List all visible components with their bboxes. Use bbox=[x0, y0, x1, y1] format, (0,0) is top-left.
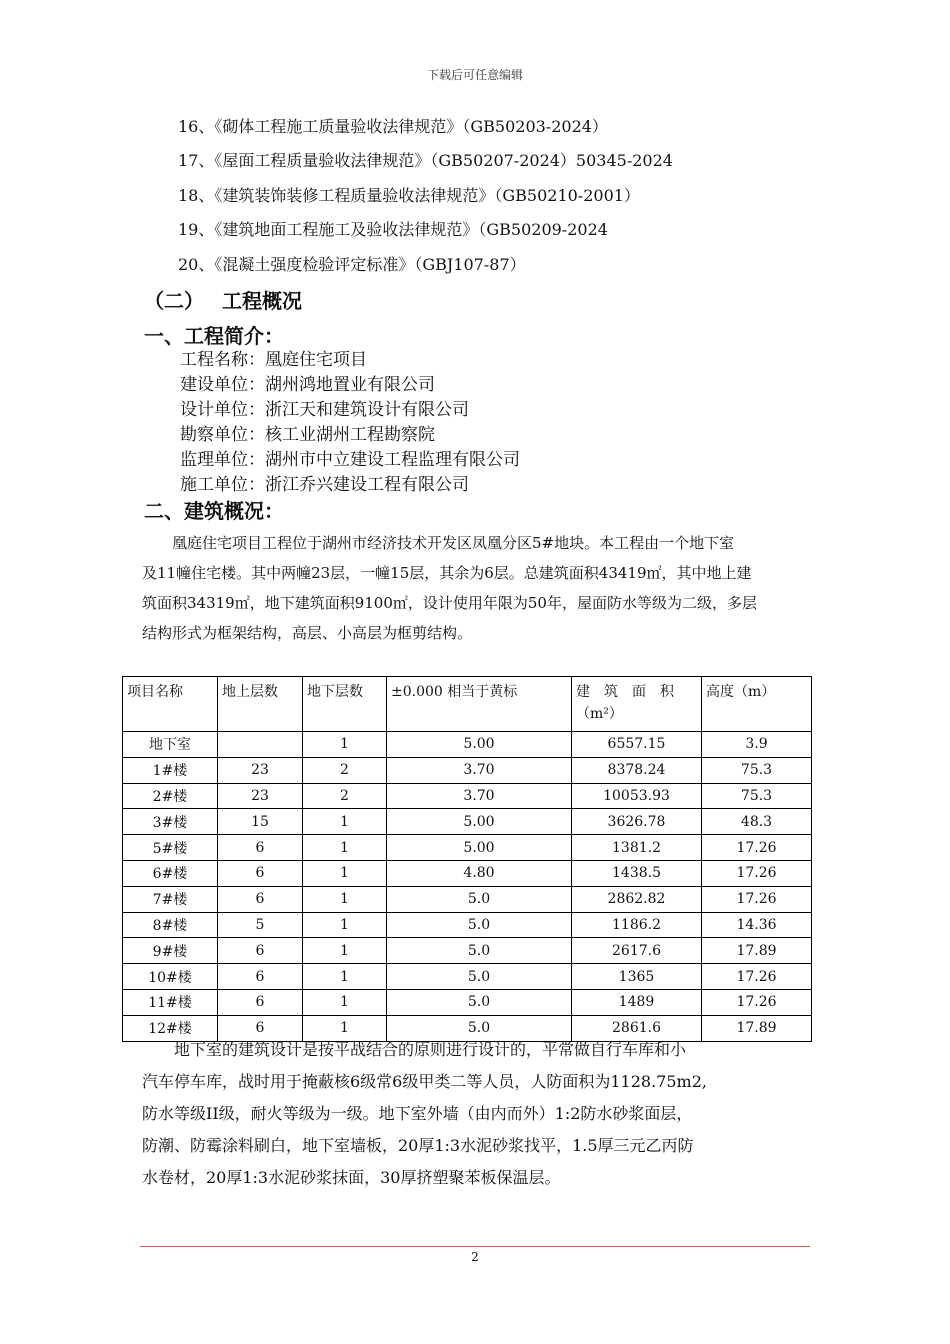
table-cell: 5.00 bbox=[387, 835, 572, 861]
table-cell: 3626.78 bbox=[572, 809, 702, 835]
table-cell: 10053.93 bbox=[572, 783, 702, 809]
header-floors-above: 地上层数 bbox=[218, 677, 303, 732]
table-cell: 6 bbox=[218, 886, 303, 912]
table-cell: 3.70 bbox=[387, 757, 572, 783]
table-cell: 17.89 bbox=[702, 938, 812, 964]
paragraph-line: 结构形式为框架结构，高层、小高层为框剪结构。 bbox=[142, 624, 473, 642]
table-cell: 17.89 bbox=[702, 1015, 812, 1041]
table-row bbox=[123, 912, 812, 938]
reference-item: 16、《砌体工程施工质量验收法律规范》（GB50203-2024） bbox=[178, 117, 608, 136]
header-elevation: ±0.000 相当于黄标 bbox=[387, 677, 572, 732]
table-cell: 5.0 bbox=[387, 964, 572, 990]
table-cell: 75.3 bbox=[702, 783, 812, 809]
table-cell: 5.0 bbox=[387, 938, 572, 964]
table-cell: 5.00 bbox=[387, 732, 572, 758]
table-cell: 2 bbox=[303, 757, 387, 783]
table-cell: 1438.5 bbox=[572, 860, 702, 886]
intro-line: 施工单位：浙江乔兴建设工程有限公司 bbox=[180, 475, 469, 495]
table-cell: 5.0 bbox=[387, 912, 572, 938]
table-row bbox=[123, 938, 812, 964]
page-number: 2 bbox=[471, 1250, 479, 1264]
table-cell bbox=[218, 732, 303, 758]
header-area: 建 筑 面 积（m²） bbox=[572, 677, 702, 732]
section-heading bbox=[144, 285, 302, 314]
table-cell: 1 bbox=[303, 989, 387, 1015]
table-cell: 11#楼 bbox=[123, 989, 218, 1015]
table-row bbox=[123, 989, 812, 1015]
reference-item: 18、《建筑装饰装修工程质量验收法律规范》（GB50210-2001） bbox=[178, 186, 640, 205]
paragraph-line: 凰庭住宅项目工程位于湖州市经济技术开发区凤凰分区5#地块。本工程由一个地下室 bbox=[142, 534, 735, 552]
section-title: 工程概况 bbox=[222, 289, 302, 313]
footer-divider bbox=[140, 1246, 810, 1247]
paragraph-line: 水卷材，20厚1:3水泥砂浆抹面，30厚挤塑聚苯板保温层。 bbox=[142, 1168, 561, 1187]
table-row bbox=[123, 835, 812, 861]
table-cell: 5.00 bbox=[387, 809, 572, 835]
table-cell: 23 bbox=[218, 757, 303, 783]
building-heading: 二、建筑概况： bbox=[144, 499, 284, 523]
paragraph-line: 及11幢住宅楼。其中两幢23层，一幢15层，其余为6层。总建筑面积43419㎡，其中地上建 bbox=[142, 564, 752, 582]
table-cell: 1 bbox=[303, 912, 387, 938]
intro-line: 工程名称：凰庭住宅项目 bbox=[180, 350, 367, 370]
basement-paragraph bbox=[142, 1034, 810, 1194]
table-cell: 5 bbox=[218, 912, 303, 938]
intro-line: 设计单位：浙江天和建筑设计有限公司 bbox=[180, 400, 469, 420]
reference-item: 19、《建筑地面工程施工及验收法律规范》（GB50209-2024 bbox=[178, 220, 608, 239]
table-cell: 2862.82 bbox=[572, 886, 702, 912]
paragraph-line: 地下室的建筑设计是按平战结合的原则进行设计的，平常做自行车库和小 bbox=[142, 1040, 687, 1059]
table-cell: 8378.24 bbox=[572, 757, 702, 783]
table-cell: 1 bbox=[303, 860, 387, 886]
reference-item: 17、《屋面工程质量验收法律规范》（GB50207-2024）50345-2024 bbox=[178, 151, 673, 170]
header-note: 下载后可任意编辑 bbox=[426, 68, 523, 82]
table-cell: 1 bbox=[303, 732, 387, 758]
table-cell: 5.0 bbox=[387, 1015, 572, 1041]
paragraph-line: 筑面积34319㎡，地下建筑面积9100㎡，设计使用年限为50年，屋面防水等级为二级，多层 bbox=[142, 594, 757, 612]
table-cell: 17.26 bbox=[702, 989, 812, 1015]
table-cell: 1 bbox=[303, 964, 387, 990]
table-cell: 6#楼 bbox=[123, 860, 218, 886]
table-cell: 2861.6 bbox=[572, 1015, 702, 1041]
table-row bbox=[123, 757, 812, 783]
table-cell: 6 bbox=[218, 860, 303, 886]
table-cell: 17.26 bbox=[702, 886, 812, 912]
table-cell: 1186.2 bbox=[572, 912, 702, 938]
table-cell: 4.80 bbox=[387, 860, 572, 886]
table-row bbox=[123, 860, 812, 886]
table-header-row bbox=[123, 677, 812, 732]
table-cell: 12#楼 bbox=[123, 1015, 218, 1041]
table-cell: 5.0 bbox=[387, 886, 572, 912]
table-cell: 10#楼 bbox=[123, 964, 218, 990]
reference-item: 20、《混凝土强度检验评定标准》（GBJ107-87） bbox=[178, 255, 526, 274]
table-cell: 1#楼 bbox=[123, 757, 218, 783]
header-floors-below: 地下层数 bbox=[303, 677, 387, 732]
building-overview-table bbox=[122, 676, 812, 1042]
table-cell: 1 bbox=[303, 809, 387, 835]
table-cell: 6 bbox=[218, 938, 303, 964]
table-cell: 1 bbox=[303, 835, 387, 861]
table-cell: 2#楼 bbox=[123, 783, 218, 809]
table-cell: 地下室 bbox=[123, 732, 218, 758]
table-row bbox=[123, 886, 812, 912]
table-cell: 17.26 bbox=[702, 860, 812, 886]
table-row bbox=[123, 964, 812, 990]
intro-heading: 一、工程简介： bbox=[144, 324, 284, 348]
intro-line: 建设单位：湖州鸿地置业有限公司 bbox=[180, 375, 435, 395]
table-cell: 17.26 bbox=[702, 835, 812, 861]
table-cell: 8#楼 bbox=[123, 912, 218, 938]
section-number: （二） bbox=[144, 289, 204, 313]
building-paragraph bbox=[142, 528, 810, 648]
table-cell: 3.70 bbox=[387, 783, 572, 809]
paragraph-line: 汽车停车库，战时用于掩蔽核6级常6级甲类二等人员，人防面积为1128.75m2, bbox=[142, 1072, 707, 1091]
intro-line: 监理单位：湖州市中立建设工程监理有限公司 bbox=[180, 450, 520, 470]
table-cell: 3.9 bbox=[702, 732, 812, 758]
table-cell: 1 bbox=[303, 886, 387, 912]
table-row bbox=[123, 732, 812, 758]
table-cell: 1365 bbox=[572, 964, 702, 990]
table-cell: 3#楼 bbox=[123, 809, 218, 835]
table-cell: 1 bbox=[303, 938, 387, 964]
table-cell: 23 bbox=[218, 783, 303, 809]
table-cell: 1381.2 bbox=[572, 835, 702, 861]
header-height: 高度（m） bbox=[702, 677, 812, 732]
table-cell: 2617.6 bbox=[572, 938, 702, 964]
table-cell: 75.3 bbox=[702, 757, 812, 783]
table-cell: 2 bbox=[303, 783, 387, 809]
table-cell: 1489 bbox=[572, 989, 702, 1015]
table-cell: 6557.15 bbox=[572, 732, 702, 758]
table-cell: 6 bbox=[218, 835, 303, 861]
header-name: 项目名称 bbox=[123, 677, 218, 732]
table-cell: 5#楼 bbox=[123, 835, 218, 861]
paragraph-line: 防潮、防霉涂料刷白，地下室墙板，20厚1:3水泥砂浆找平，1.5厚三元乙丙防 bbox=[142, 1136, 694, 1155]
table-cell: 6 bbox=[218, 964, 303, 990]
table-cell: 5.0 bbox=[387, 989, 572, 1015]
paragraph-line: 防水等级II级，耐火等级为一级。地下室外墙（由内而外）1:2防水砂浆面层， bbox=[142, 1104, 693, 1123]
table-row bbox=[123, 809, 812, 835]
table-cell: 6 bbox=[218, 1015, 303, 1041]
intro-line: 勘察单位：核工业湖州工程勘察院 bbox=[180, 425, 435, 445]
table-cell: 17.26 bbox=[702, 964, 812, 990]
table-cell: 48.3 bbox=[702, 809, 812, 835]
table-cell: 6 bbox=[218, 989, 303, 1015]
table-cell: 9#楼 bbox=[123, 938, 218, 964]
table-row bbox=[123, 783, 812, 809]
table-cell: 15 bbox=[218, 809, 303, 835]
table-cell: 7#楼 bbox=[123, 886, 218, 912]
table-cell: 1 bbox=[303, 1015, 387, 1041]
table-cell: 14.36 bbox=[702, 912, 812, 938]
